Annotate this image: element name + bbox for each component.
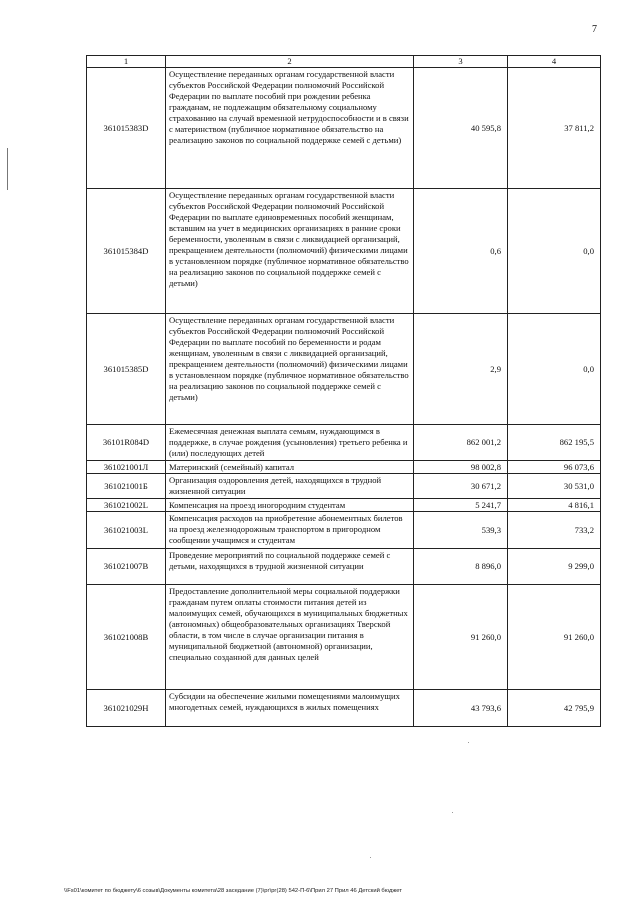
header-col-4: 4 (508, 56, 601, 68)
row-description: Проведение мероприятий по социальной поддержке семей с детьми, находящихся в трудной жизненной ситуации (166, 549, 414, 585)
row-code: 361021029Н (87, 690, 166, 727)
row-value-col3: 5 241,7 (414, 499, 508, 512)
table-row (87, 512, 601, 549)
row-value-col3: 91 260,0 (414, 585, 508, 690)
row-value-col4: 37 811,2 (508, 68, 601, 189)
row-code: 361021003L (87, 512, 166, 549)
row-value-col3: 43 793,6 (414, 690, 508, 727)
row-description: Компенсация на проезд иногородним студентам (166, 499, 414, 512)
row-code: 36101R084D (87, 425, 166, 461)
row-value-col3: 40 595,8 (414, 68, 508, 189)
row-code: 361021001Л (87, 461, 166, 474)
table-header-row (87, 56, 601, 68)
row-code: 361021007В (87, 549, 166, 585)
header-col-2: 2 (166, 56, 414, 68)
row-code: 361021008В (87, 585, 166, 690)
row-value-col4: 42 795,9 (508, 690, 601, 727)
row-value-col4: 0,0 (508, 314, 601, 425)
row-code: 361021002L (87, 499, 166, 512)
row-description: Осуществление переданных органам государственной власти субъектов Российской Федерации полномочий Российской Федерации по выплате единовременных пособий женщинам, вставшим на учет в медицинских организациях в ранние сроки беременности, уволенным в связи с ликвидацией организаций, прекращением деятельности (полномочий) физическими лицами в установленном порядке (публичное нормативное обязательство на реализацию законов по социальной поддержке семей с детьми) (166, 189, 414, 314)
footer-file-path: \\Fs01\комитет по бюджету\6 созыв\Документы комитета\28 заседание (7)\рг\рг(28) 542-П-6\Прил 27 Прил 46 Детский бюджет (64, 888, 402, 894)
budget-table-container (86, 55, 600, 727)
row-description: Организация оздоровления детей, находящихся в трудной жизненной ситуации (166, 474, 414, 499)
table-row (87, 549, 601, 585)
table-row (87, 314, 601, 425)
row-value-col4: 733,2 (508, 512, 601, 549)
row-code: 361021001Б (87, 474, 166, 499)
row-description: Осуществление переданных органам государственной власти субъектов Российской Федерации полномочий Российской Федерации по выплате пособий по беременности и родам женщинам, уволенным в связи с ликвидацией организаций, прекращением деятельности (полномочий) физическими лицами в установленном порядке (публичное нормативное обязательство на реализацию законов по социальной поддержке семей с детьми) (166, 314, 414, 425)
row-value-col4: 0,0 (508, 189, 601, 314)
row-description: Субсидии на обеспечение жилыми помещениями малоимущих многодетных семей, нуждающихся в жилых помещениях (166, 690, 414, 727)
row-value-col3: 2,9 (414, 314, 508, 425)
row-description: Компенсация расходов на приобретение абонементных билетов на проезд железнодорожным транспортом в пригородном сообщении учащимся и студентам (166, 512, 414, 549)
header-col-3: 3 (414, 56, 508, 68)
row-value-col3: 8 896,0 (414, 549, 508, 585)
budget-table (86, 55, 601, 727)
row-code: 361015385D (87, 314, 166, 425)
margin-mark (7, 148, 8, 190)
row-description: Предоставление дополнительной меры социальной поддержки гражданам путем оплаты стоимости питания детей из малоимущих семей, обучающихся в муниципальных бюджетных (автономных) общеобразовательных организациях Тверской области, в том числе в случае организации питания в муниципальной бюджетной (автономной) организации, специально созданной для данных целей (166, 585, 414, 690)
scan-speck (452, 812, 453, 813)
row-value-col3: 0,6 (414, 189, 508, 314)
row-value-col3: 862 001,2 (414, 425, 508, 461)
row-value-col4: 30 531,0 (508, 474, 601, 499)
row-value-col4: 91 260,0 (508, 585, 601, 690)
table-row (87, 499, 601, 512)
table-row (87, 425, 601, 461)
row-description: Материнский (семейный) капитал (166, 461, 414, 474)
row-value-col4: 4 816,1 (508, 499, 601, 512)
scan-speck (468, 742, 469, 743)
row-value-col3: 30 671,2 (414, 474, 508, 499)
row-value-col3: 539,3 (414, 512, 508, 549)
page-number: 7 (592, 24, 597, 35)
table-row (87, 690, 601, 727)
row-value-col4: 96 073,6 (508, 461, 601, 474)
table-row (87, 585, 601, 690)
table-row (87, 68, 601, 189)
row-description: Ежемесячная денежная выплата семьям, нуждающимся в поддержке, в случае рождения (усыновления) третьего ребенка и (или) последующих детей (166, 425, 414, 461)
table-row (87, 189, 601, 314)
row-code: 361015383D (87, 68, 166, 189)
row-code: 361015384D (87, 189, 166, 314)
table-row (87, 474, 601, 499)
row-value-col4: 862 195,5 (508, 425, 601, 461)
scan-speck (370, 857, 371, 858)
row-value-col3: 98 002,8 (414, 461, 508, 474)
header-col-1: 1 (87, 56, 166, 68)
row-description: Осуществление переданных органам государственной власти субъектов Российской Федерации полномочий Российской Федерации по выплате пособий при рождении ребенка гражданам, не подлежащим обязательному социальному страхованию на случай временной нетрудоспособности и в связи с материнством (публичное нормативное обязательство на реализацию законов по социальной поддержке семей с детьми) (166, 68, 414, 189)
table-row (87, 461, 601, 474)
row-value-col4: 9 299,0 (508, 549, 601, 585)
